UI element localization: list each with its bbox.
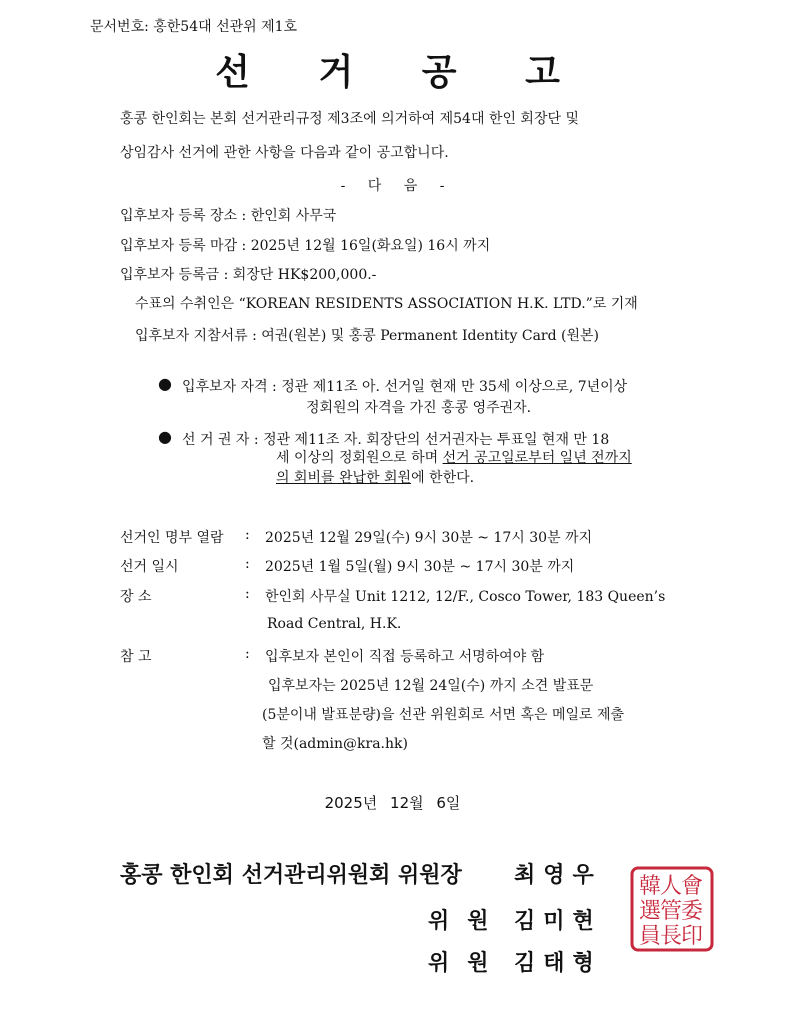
announcement-date: 2025년 12월 6일 [324, 794, 461, 812]
seal-character: 委 [680, 899, 704, 924]
roll-inspection-label: 선거인 명부 열람 [120, 530, 224, 546]
registration-fee: 입후보자 등록금 : 회장단 HK$200,000.- [120, 267, 377, 283]
seal-character: 印 [680, 924, 704, 949]
candidate-qualification-line-1: 입후보자 자격 : 정관 제11조 아. 선거일 현재 만 35세 이상으로, 7년이상 [182, 379, 628, 395]
seal-character: 韓 [638, 874, 662, 899]
seal-character: 選 [638, 899, 662, 924]
committee-chair-title: 홍콩 한인회 선거관리위원회 위원장 [120, 863, 462, 888]
colon: : [245, 556, 250, 572]
note-line-4: 할 것(admin@kra.hk) [262, 736, 408, 752]
note-line-3: (5분이내 발표분량)을 선관 위원회로 서면 혹은 메일로 제출 [262, 707, 625, 723]
seal-character: 會 [680, 874, 704, 899]
registration-place: 입후보자 등록 장소 : 한인회 사무국 [120, 208, 337, 224]
next-heading: - 다 음 - [340, 178, 445, 194]
election-date-value: 2025년 1월 5일(월) 9시 30분 ~ 17시 30분 까지 [265, 559, 575, 575]
chair-name: 최영우 [514, 863, 602, 888]
document-number: 문서번호: 홍한54대 선관위 제1호 [90, 19, 298, 35]
voter-line-2-text: 세 이상의 정회원으로 하며 [276, 450, 443, 466]
voter-qualification-line-3 [276, 467, 474, 487]
cheque-payee-note: 수표의 수취인은 “KOREAN RESIDENTS ASSOCIATION H.K. LTD.”로 기재 [135, 296, 638, 312]
place-value-line-1: 한인회 사무실 Unit 1212, 12/F., Cosco Tower, 183 Queen’s [265, 589, 666, 605]
intro-line-1: 홍콩 한인회는 본회 선거관리규정 제3조에 의거하여 제54대 한인 회장단 및 [120, 111, 579, 127]
colon: : [245, 586, 250, 602]
seal-characters [639, 874, 703, 949]
candidate-qualification-line-2: 정회원의 자격을 가진 홍콩 영주권자. [306, 400, 532, 416]
voter-qualification-line-2 [276, 447, 632, 467]
voter-line-3-text: 에 한한다. [411, 470, 475, 486]
bullet-icon: ● [158, 427, 172, 446]
member-title: 위원 [428, 951, 507, 976]
colon: : [245, 646, 250, 662]
colon: : [245, 527, 250, 543]
member-2-name: 김태형 [514, 951, 602, 976]
member-title: 위원 [428, 909, 507, 934]
place-value-line-2: Road Central, H.K. [267, 616, 402, 632]
seal-character: 人 [659, 874, 683, 899]
seal-character: 員 [638, 924, 662, 949]
seal-character: 長 [659, 924, 683, 949]
note-label: 참 고 [120, 649, 152, 665]
place-label: 장 소 [120, 589, 152, 605]
committee-seal-stamp [630, 866, 714, 952]
required-documents: 입후보자 지참서류 : 여권(원본) 및 홍콩 Permanent Identity Card (원본) [135, 328, 600, 344]
voter-qualification-line-1: 선 거 권 자 : 정관 제11조 자. 회장단의 선거권자는 투표일 현재 만 18 [182, 432, 610, 448]
registration-deadline: 입후보자 등록 마감 : 2025년 12월 16일(화요일) 16시 까지 [120, 238, 491, 254]
roll-inspection-value: 2025년 12월 29일(수) 9시 30분 ~ 17시 30분 까지 [265, 530, 593, 546]
voter-line-3-underlined: 의 회비를 완납한 회원 [276, 470, 412, 486]
seal-character: 管 [659, 899, 683, 924]
intro-line-2: 상임감사 선거에 관한 사항을 다음과 같이 공고합니다. [120, 145, 449, 161]
election-date-label: 선거 일시 [120, 559, 179, 575]
voter-line-2-underlined: 선거 공고일로부터 일년 전까지 [442, 450, 632, 466]
page-title: 선 거 공 고 [215, 51, 588, 93]
note-line-2: 입후보자는 2025년 12월 24일(수) 까지 소견 발표문 [268, 678, 594, 694]
bullet-icon: ● [158, 374, 172, 393]
note-line-1: 입후보자 본인이 직접 등록하고 서명하여야 함 [265, 649, 545, 665]
member-1-name: 김미현 [514, 909, 602, 934]
